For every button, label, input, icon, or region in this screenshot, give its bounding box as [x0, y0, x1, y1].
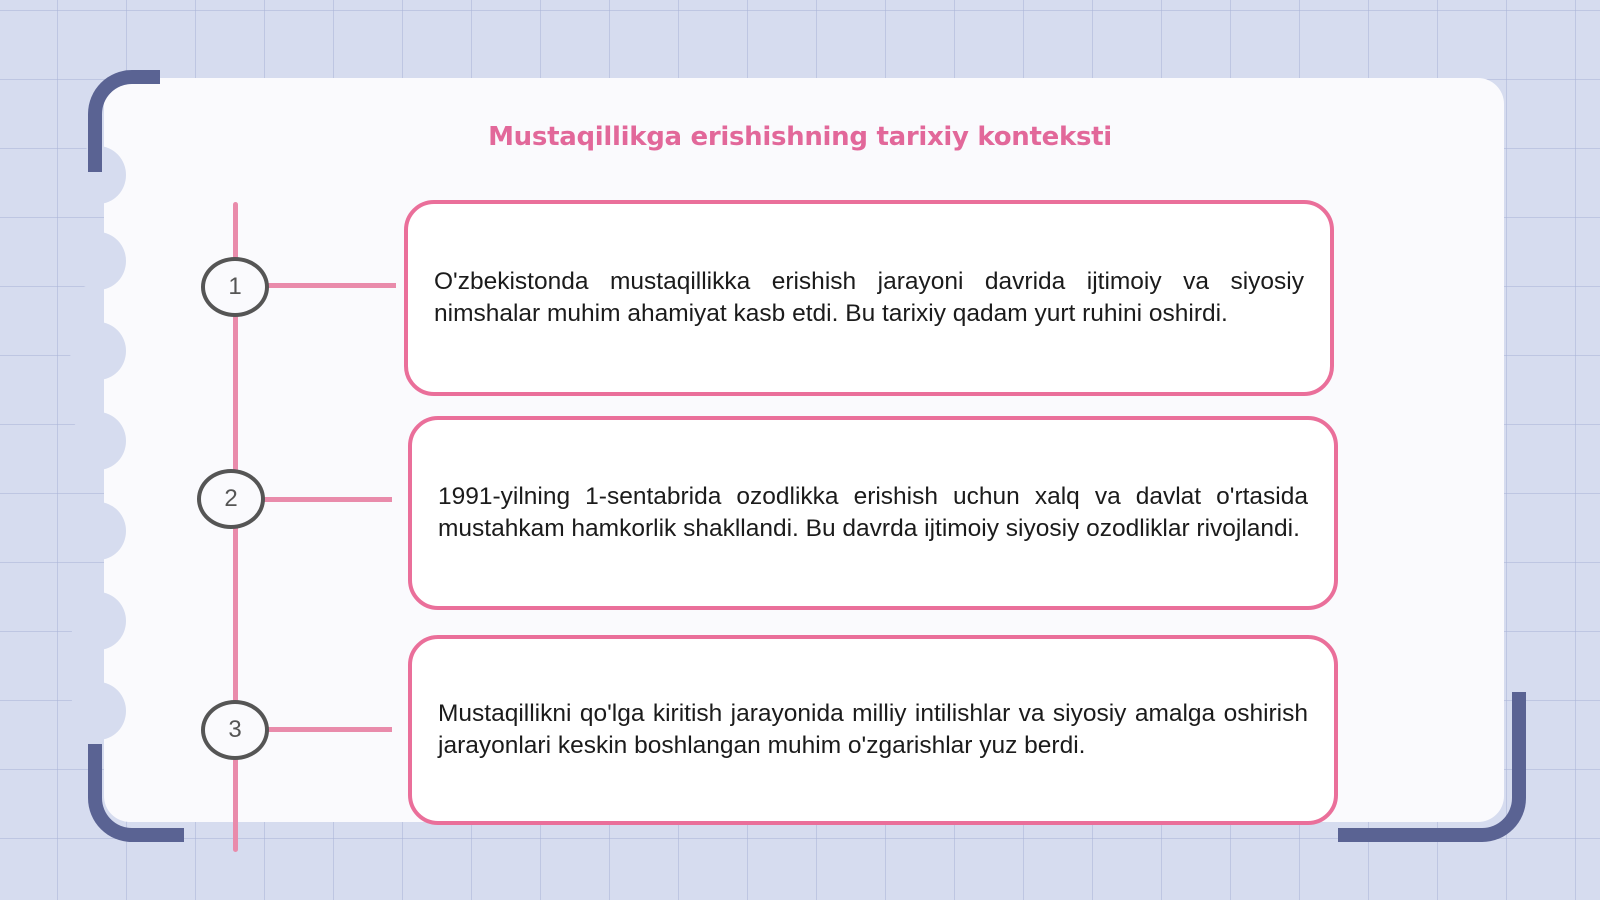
timeline-card-1 [404, 200, 1334, 396]
timeline-card-text: Mustaqillikni qo'lga kiritish jarayonida milliy intilishlar va siyosiy amalga oshirish jarayonlari keskin boshlangan muhim o'zgarishlar yuz berdi. [438, 700, 1308, 759]
timeline-card-text: 1991-yilning 1-sentabrida ozodlikka erishish uchun xalq va davlat o'rtasida mustahkam hamkorlik shakllandi. Bu davrda ijtimoiy siyosiy ozodliklar rivojlandi. [438, 483, 1308, 542]
frame-corner-bottom-left [88, 744, 184, 842]
card-edge-notch [70, 322, 126, 380]
step-number-3: 3 [201, 700, 269, 760]
card-edge-notch [70, 232, 126, 290]
card-edge-notch [70, 412, 126, 470]
timeline-connector [262, 283, 396, 288]
frame-corner-bottom-right [1338, 692, 1526, 842]
timeline-connector [262, 497, 392, 502]
timeline-connector [262, 727, 392, 732]
frame-corner-top-left [88, 70, 160, 172]
timeline-card-2 [408, 416, 1338, 610]
step-number-2: 2 [197, 469, 265, 529]
card-edge-notch [70, 502, 126, 560]
card-edge-notch [70, 682, 126, 740]
slide-title: Mustaqillikga erishishning tarixiy konteksti [488, 122, 1112, 152]
step-number-1: 1 [201, 257, 269, 317]
timeline-card-3 [408, 635, 1338, 825]
card-edge-notch [70, 592, 126, 650]
timeline-card-text: O'zbekistonda mustaqillikka erishish jarayoni davrida ijtimoiy va siyosiy nimshalar muhim ahamiyat kasb etdi. Bu tarixiy qadam yurt ruhini oshirdi. [434, 268, 1304, 327]
